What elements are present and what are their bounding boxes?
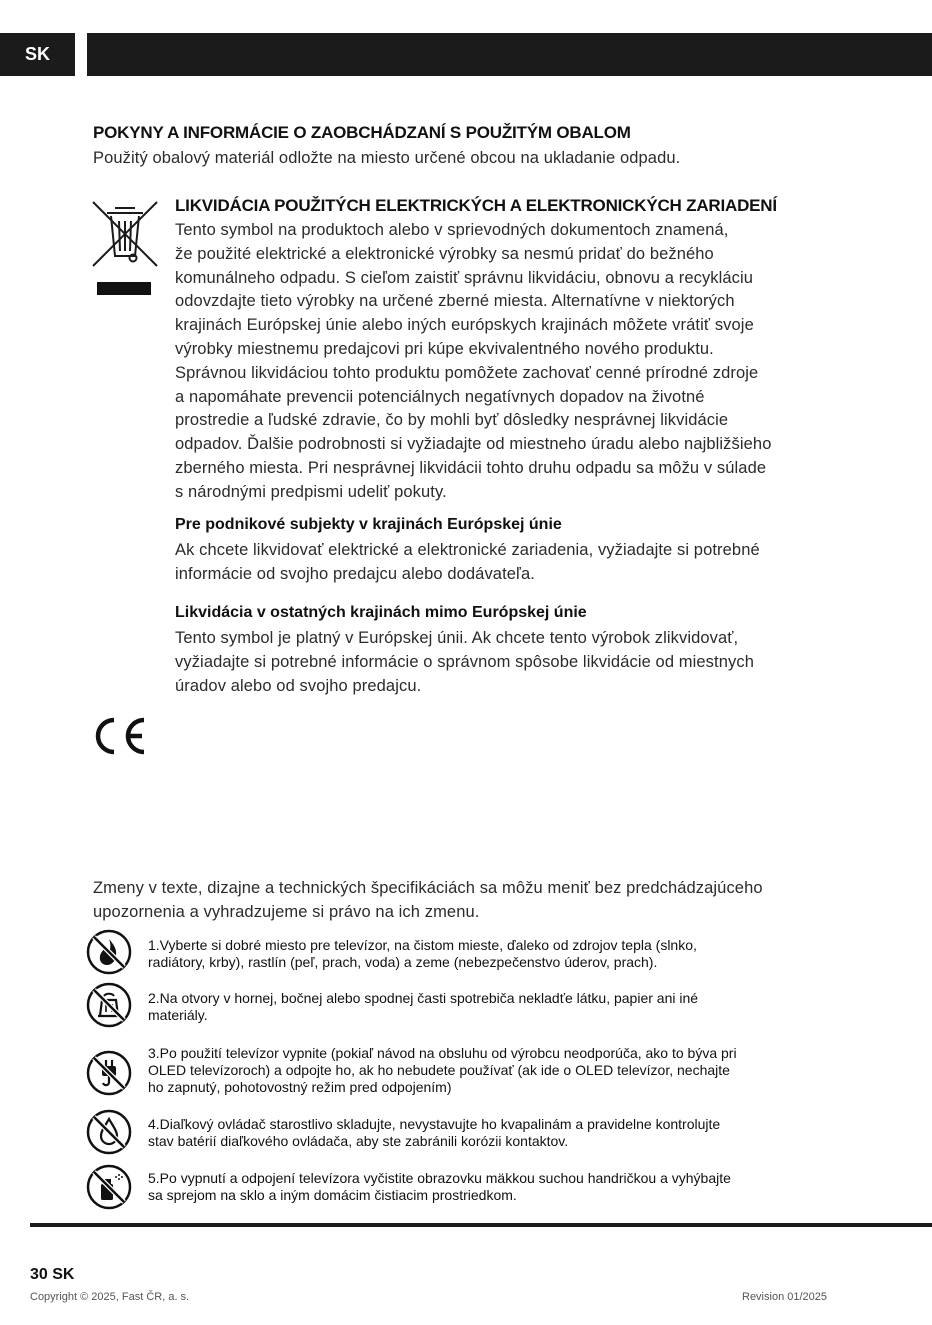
text-line: Tento symbol je platný v Európskej únii. Ak chcete tento výrobok zlikvidovať, <box>175 629 739 647</box>
crossed-out-wheelie-bin-icon <box>89 196 161 296</box>
text-line: s národnými predpismi udeliť pokuty. <box>175 482 447 501</box>
outside-eu-heading: Likvidácia v ostatných krajinách mimo Európskej únie <box>175 604 587 621</box>
notice-4 <box>148 1116 720 1150</box>
text-line: Zmeny v texte, dizajne a technických špecifikáciách sa môžu meniť bez predchádzajúceho <box>93 879 763 897</box>
text-line: 1.Vyberte si dobré miesto pre televízor, na čistom mieste, ďaleko od zdrojov tepla (slnko, <box>148 937 697 953</box>
ce-mark-icon <box>92 716 148 756</box>
text-line: prostredie a ľudské zdravie, čo by mohli byť dôsledky nesprávnej likvidácie <box>175 411 729 430</box>
text-line: Tento symbol na produktoch alebo v sprievodných dokumentoch znamená, <box>175 221 729 239</box>
packaging-text: Použitý obalový materiál odložte na miesto určené obcou na ukladanie odpadu. <box>93 149 681 167</box>
packaging-heading: POKYNY A INFORMÁCIE O ZAOBCHÁDZANÍ S POUŽITÝM OBALOM <box>93 123 631 142</box>
copyright: Copyright © 2025, Fast ČR, a. s. <box>30 1291 190 1303</box>
text-line: materiály. <box>148 1007 208 1023</box>
outside-eu-paragraph <box>175 627 754 698</box>
changes-note <box>93 877 763 925</box>
text-line: odpadov. Ďalšie podrobnosti si vyžiadajte od miestneho úradu alebo najbližšieho <box>175 435 772 454</box>
unplug-icon <box>86 1050 132 1096</box>
text-line: úradov alebo od svojho predajcu. <box>175 676 422 695</box>
text-line: výrobky miestnemu predajcovi pri kúpe ekvivalentného nového produktu. <box>175 339 714 358</box>
no-fire-icon <box>86 929 132 975</box>
text-line: že použité elektrické a elektronické výrobky sa nesmú pridať do bežného <box>175 244 714 263</box>
weee-heading: LIKVIDÁCIA POUŽITÝCH ELEKTRICKÝCH A ELEKTRONICKÝCH ZARIADENÍ <box>175 196 777 215</box>
text-line: 2.Na otvory v hornej, bočnej alebo spodnej časti spotrebiča nekladťe látku, papier ani iné <box>148 990 699 1006</box>
text-line: 4.Diaľkový ovládač starostlivo skladujte, nevystavujte ho kvapalinám a pravidelne kontrolujte <box>148 1116 721 1132</box>
notice-1 <box>148 937 697 971</box>
text-line: komunálneho odpadu. S cieľom zaistiť správnu likvidáciu, obnovu a recykláciu <box>175 268 754 287</box>
text-line: ho zapnutý, pohotovostný režim pred odpojením) <box>148 1079 452 1095</box>
no-cover-vents-icon <box>86 982 132 1028</box>
language-badge: SK <box>0 33 75 76</box>
page-number: 30 SK <box>30 1266 75 1283</box>
footer-rule <box>30 1223 932 1227</box>
no-spray-icon <box>86 1164 132 1210</box>
header-bar <box>87 33 932 76</box>
notice-2 <box>148 990 698 1024</box>
text-line: upozornenia a vyhradzujeme si právo na ich zmenu. <box>93 902 480 921</box>
weee-paragraph <box>175 219 771 505</box>
text-line: stav batérií diaľkového ovládača, aby ste zabránili korózii kontaktov. <box>148 1133 569 1149</box>
text-line: Ak chcete likvidovať elektrické a elektronické zariadenia, vyžiadajte si potrebné <box>175 541 760 559</box>
text-line: a napomáhate prevencii potenciálnych negatívnych dopadov na životné <box>175 387 705 406</box>
notice-5 <box>148 1170 731 1204</box>
text-line: vyžiadajte si potrebné informácie o správnom spôsobe likvidácie od miestnych <box>175 652 754 671</box>
text-line: 3.Po použití televízor vypnite (pokiaľ návod na obsluhu od výrobcu neodporúča, ako to býva pri <box>148 1045 737 1061</box>
notice-3 <box>148 1045 737 1096</box>
text-line: sa sprejom na sklo a iným domácim čistiacim prostriedkom. <box>148 1187 517 1203</box>
text-line: radiátory, krby), rastlín (peľ, prach, voda) a zeme (nebezpečenstvo úderov, prach). <box>148 954 658 970</box>
no-liquid-icon <box>86 1109 132 1155</box>
text-line: 5.Po vypnutí a odpojení televízora vyčistite obrazovku mäkkou suchou handričkou a vyhýbajte <box>148 1170 731 1186</box>
business-heading: Pre podnikové subjekty v krajinách Európskej únie <box>175 516 562 533</box>
text-line: Správnou likvidáciou tohto produktu pomôžete zachovať cenné prírodné zdroje <box>175 363 759 382</box>
text-line: odovzdajte tieto výrobky na určené zberné miesta. Alternatívne v niektorých <box>175 292 735 311</box>
business-paragraph <box>175 539 760 587</box>
text-line: informácie od svojho predajcu alebo dodávateľa. <box>175 564 535 583</box>
revision: Revision 01/2025 <box>742 1291 828 1303</box>
text-line: krajinách Európskej únie alebo iných európskych krajinách môžete vrátiť svoje <box>175 316 754 335</box>
text-line: OLED televízoroch) a odpojte ho, ak ho nebudete používať (ak ide o OLED televízor, nechajte <box>148 1062 730 1078</box>
text-line: zberného miesta. Pri nesprávnej likvidácii tohto druhu odpadu sa môžu v súlade <box>175 458 767 477</box>
